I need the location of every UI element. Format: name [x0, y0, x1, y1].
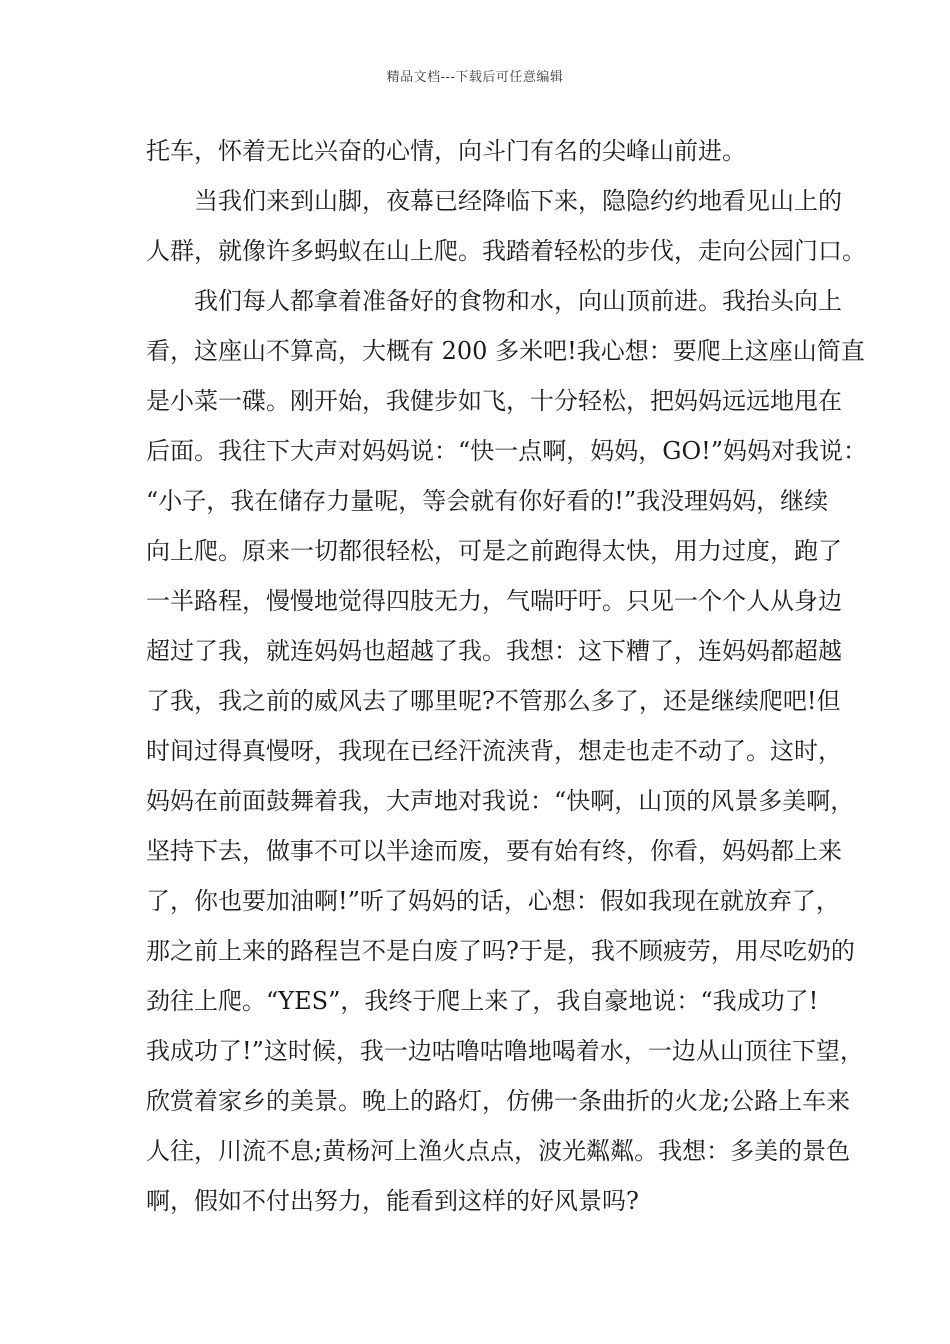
text-line: “小子，我在储存力量呢，等会就有你好看的!”我没理妈妈，继续 — [146, 487, 829, 515]
text-line: 看，这座山不算高，大概有 200 多米吧!我心想：要爬上这座山简直 — [146, 337, 865, 365]
text-line: 那之前上来的路程岂不是白废了吗?于是，我不顾疲劳，用尽吃奶的 — [146, 937, 855, 965]
text-line: 欣赏着家乡的美景。晚上的路灯，仿佛一条曲折的火龙;公路上车来 — [146, 1087, 851, 1115]
text-line: 啊，假如不付出努力，能看到这样的好风景吗? — [146, 1187, 639, 1215]
text-line: 向上爬。原来一切都很轻松，可是之前跑得太快，用力过度，跑了 — [146, 537, 842, 565]
text-line: 坚持下去，做事不可以半途而废，要有始有终，你看，妈妈都上来 — [146, 837, 842, 865]
text-line: 超过了我，就连妈妈也超越了我。我想：这下糟了，连妈妈都超越 — [146, 637, 842, 665]
text-line: 后面。我往下大声对妈妈说：“快一点啊，妈妈，GO!”妈妈对我说： — [146, 437, 868, 465]
text-line: 托车，怀着无比兴奋的心情，向斗门有名的尖峰山前进。 — [146, 137, 746, 165]
text-line: 我们每人都拿着准备好的食物和水，向山顶前进。我抬头向上 — [146, 287, 842, 315]
text-line: 妈妈在前面鼓舞着我，大声地对我说：“快啊，山顶的风景多美啊， — [146, 787, 855, 815]
text-line: 人往，川流不息;黄杨河上渔火点点，波光粼粼。我想：多美的景色 — [146, 1137, 851, 1165]
text-line: 当我们来到山脚，夜幕已经降临下来，隐隐约约地看见山上的 — [146, 187, 842, 215]
text-line: 了我，我之前的威风去了哪里呢?不管那么多了，还是继续爬吧!但 — [146, 687, 841, 715]
text-line: 了，你也要加油啊!”听了妈妈的话，心想：假如我现在就放弃了， — [146, 887, 840, 915]
text-line: 人群，就像许多蚂蚁在山上爬。我踏着轻松的步伐，走向公园门口。 — [146, 237, 866, 265]
text-line: 我成功了!”这时候，我一边咕噜咕噜地喝着水，一边从山顶往下望， — [146, 1037, 864, 1065]
page-header: 精品文档---下载后可任意编辑 — [386, 70, 564, 85]
text-line: 一半路程，慢慢地觉得四肢无力，气喘吁吁。只见一个个人从身边 — [146, 587, 842, 615]
text-line: 时间过得真慢呀，我现在已经汗流浃背，想走也走不动了。这时， — [146, 737, 842, 765]
text-line: 是小菜一碟。刚开始，我健步如飞，十分轻松，把妈妈远远地甩在 — [146, 387, 842, 415]
body-text — [146, 126, 868, 1226]
text-line: 劲往上爬。“YES”，我终于爬上来了，我自豪地说：“我成功了! — [146, 987, 819, 1015]
